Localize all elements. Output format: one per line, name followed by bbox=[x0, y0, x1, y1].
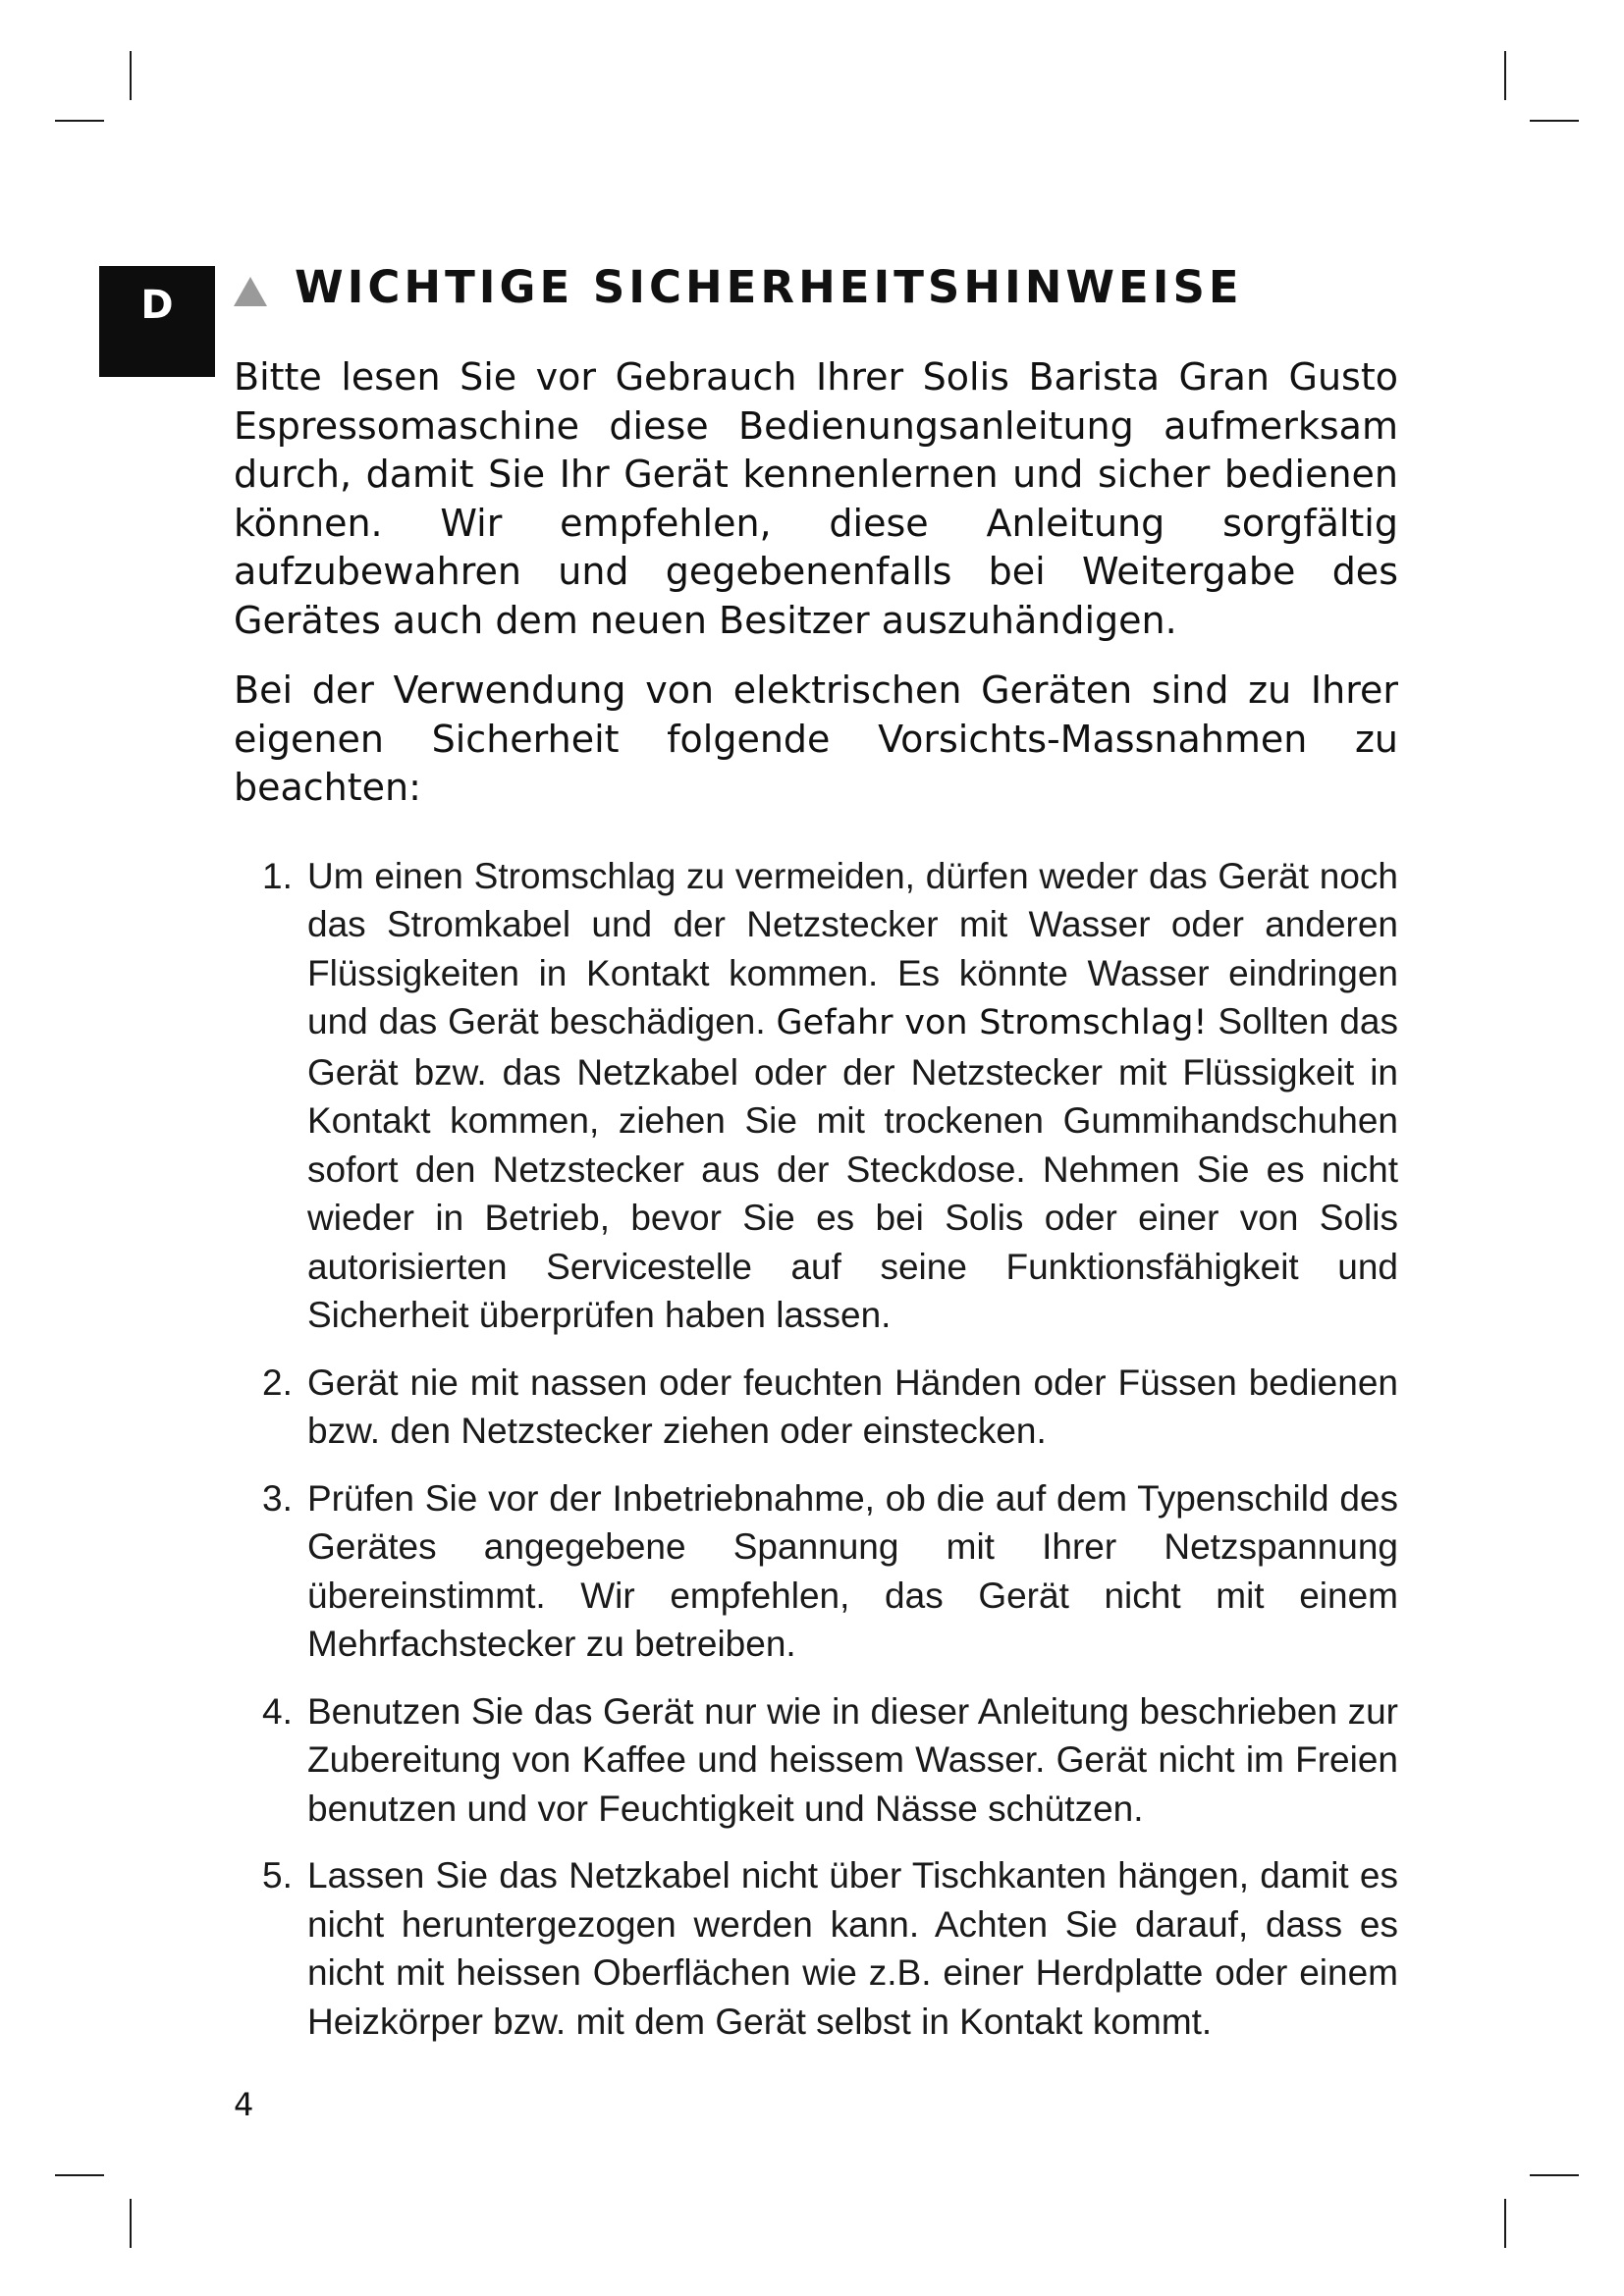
main-content bbox=[234, 353, 1398, 2064]
list-item-text-part: Sollten das Gerät bzw. das Netzkabel oder der Netzstecker mit Flüssigkeit in Kontakt kommen, ziehen Sie mit trockenen Gummihandschuhen sofort den Netzstecker aus der Steckdose. Nehmen Sie es nicht wieder in Betrieb, bevor Sie es bei Solis oder einer von Solis autorisierten Servicestelle auf seine Funktionsfähigkeit und Sicherheit überprüfen haben lassen. bbox=[307, 1001, 1398, 1335]
crop-mark-bottom-left-vertical bbox=[130, 2199, 132, 2248]
list-item-number: 2. bbox=[262, 1362, 293, 1403]
list-item-number: 1. bbox=[262, 855, 293, 896]
list-item bbox=[262, 1851, 1398, 2046]
section-heading-text: WICHTIGE SICHERHEITSHINWEISE bbox=[295, 261, 1243, 313]
language-tab-label: D bbox=[140, 283, 174, 328]
crop-mark-top-right-horizontal bbox=[1530, 120, 1579, 122]
list-item-text-part: Um einen Stromschlag zu vermeiden, dürfen weder das Gerät noch das Stromkabel und der Netzstecker mit Wasser oder anderen Flüssigkeiten in Kontakt kommen. Es könnte Wasser eindringen und das Gerät beschädigen. bbox=[307, 855, 1398, 1041]
intro-paragraph: Bitte lesen Sie vor Gebrauch Ihrer Solis Barista Gran Gusto Espressomaschine diese Bedienungsanleitung aufmerksam durch, damit Sie Ihr Gerät kennenlernen und sicher bedienen können. Wir empfehlen, diese Anleitung sorgfältig aufzubewahren und gegebenenfalls bei Weitergabe des Gerätes auch dem neuen Besitzer auszuhändigen. bbox=[234, 355, 1398, 642]
danger-warning: Gefahr von Stromschlag! bbox=[776, 1003, 1208, 1042]
crop-mark-bottom-left-horizontal bbox=[55, 2174, 104, 2176]
crop-mark-top-left-horizontal bbox=[55, 120, 104, 122]
list-item-text: Lassen Sie das Netzkabel nicht über Tischkanten hängen, damit es nicht heruntergezogen werden kann. Achten Sie darauf, dass es nicht mit heissen Oberflächen wie z.B. einer Herdplatte oder einem Heizkörper bzw. mit dem Gerät selbst in Kontakt kommt. bbox=[307, 1855, 1398, 2042]
section-heading bbox=[233, 257, 1243, 318]
list-item bbox=[262, 1474, 1398, 1669]
list-item bbox=[262, 852, 1398, 1340]
list-item-text: Gerät nie mit nassen oder feuchten Händen oder Füssen bedienen bzw. den Netzstecker ziehen oder einstecken. bbox=[307, 1362, 1398, 1451]
crop-mark-bottom-right-vertical bbox=[1504, 2199, 1506, 2248]
safety-list bbox=[234, 852, 1398, 2047]
language-tab bbox=[99, 266, 215, 377]
intro-paragraph: Bei der Verwendung von elektrischen Geräten sind zu Ihrer eigenen Sicherheit folgende Vorsichts-Massnahmen zu beachten: bbox=[234, 668, 1398, 809]
list-item bbox=[262, 1687, 1398, 1834]
page-number: 4 bbox=[234, 2086, 254, 2123]
list-item-text: Prüfen Sie vor der Inbetriebnahme, ob die auf dem Typenschild des Gerätes angegebene Spannung mit Ihrer Netzspannung übereinstimmt. Wir empfehlen, das Gerät nicht mit einem Mehrfachstecker zu betreiben. bbox=[307, 1477, 1398, 1664]
list-item-number: 3. bbox=[262, 1477, 293, 1519]
crop-mark-top-left-vertical bbox=[130, 51, 132, 100]
crop-mark-bottom-right-horizontal bbox=[1530, 2174, 1579, 2176]
list-item-number: 4. bbox=[262, 1690, 293, 1732]
list-item-text: Benutzen Sie das Gerät nur wie in dieser Anleitung beschrieben zur Zubereitung von Kaffee und heissem Wasser. Gerät nicht im Freien benutzen und vor Feuchtigkeit und Nässe schützen. bbox=[307, 1690, 1398, 1829]
list-item bbox=[262, 1359, 1398, 1456]
warning-triangle-icon bbox=[233, 276, 268, 307]
list-item-text bbox=[307, 852, 1398, 1340]
crop-mark-top-right-vertical bbox=[1504, 51, 1506, 100]
list-item-number: 5. bbox=[262, 1855, 293, 1896]
